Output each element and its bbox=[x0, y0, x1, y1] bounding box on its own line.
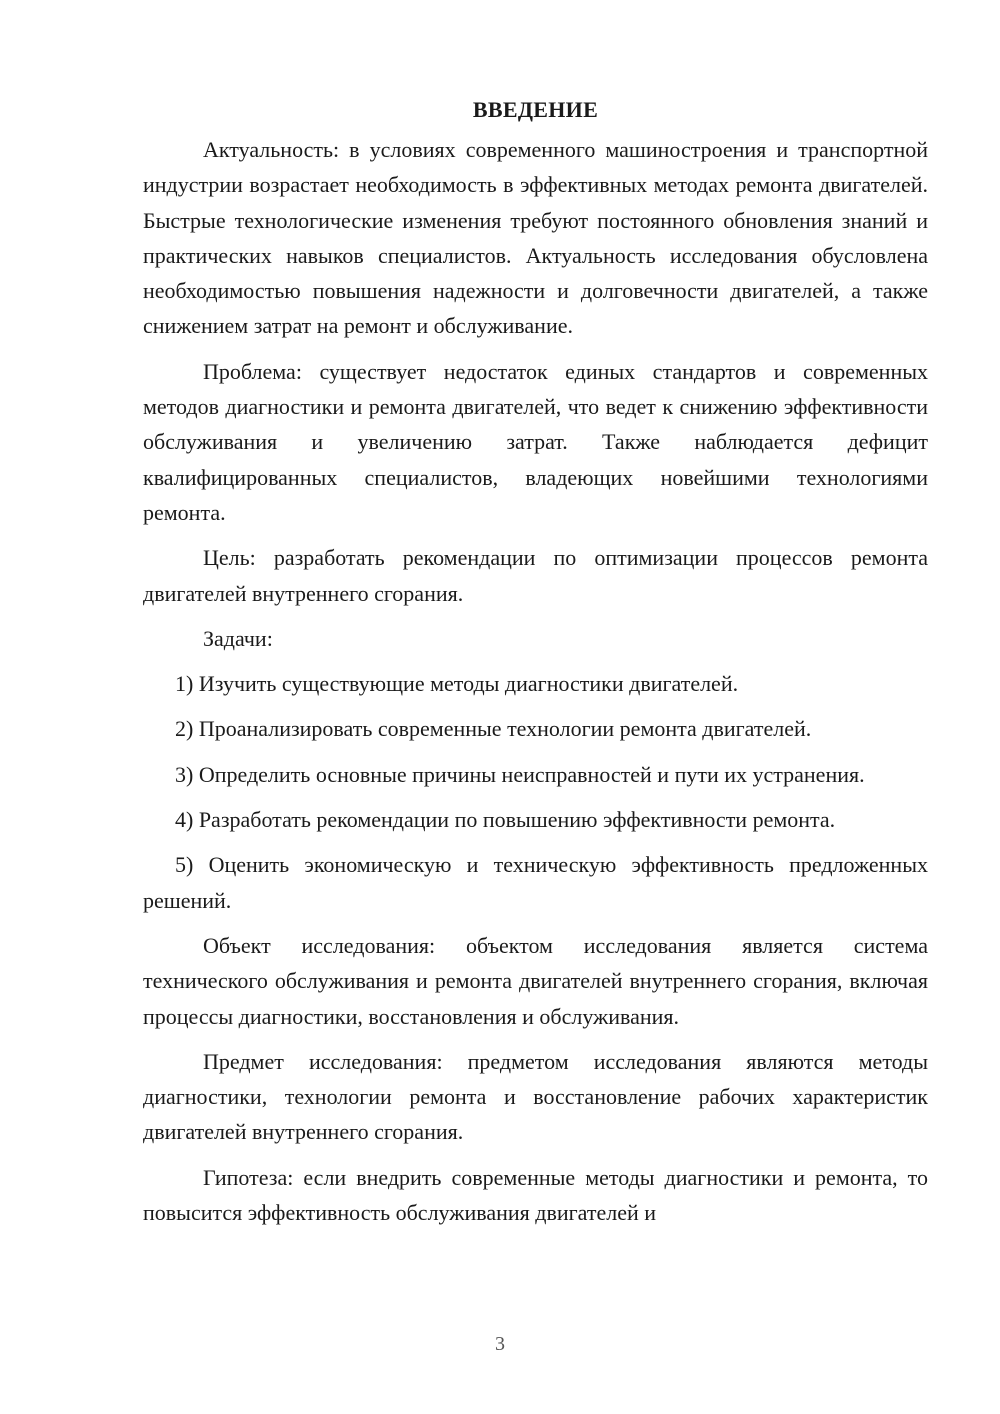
task-item-1: 1) Изучить существующие методы диагностики двигателей. bbox=[175, 671, 739, 697]
paragraph-problem: Проблема: существует недостаток единых стандартов и современных методов диагностики и ремонта двигателей, что ведет к снижению эффективности обслуживания и увеличению затрат. Также наблюдается дефицит квалифицированных специалистов, владеющих новейшими технологиями ремонта. bbox=[143, 358, 928, 525]
task-item-4: 4) Разработать рекомендации по повышению эффективности ремонта. bbox=[175, 807, 836, 833]
task-item-3: 3) Определить основные причины неисправностей и пути их устранения. bbox=[175, 761, 865, 787]
paragraph-relevance: Актуальность: в условиях современного машиностроения и транспортной индустрии возрастает необходимость в эффективных методах ремонта двигателей. Быстрые технологические изменения требуют постоянного обновления знаний и практических навыков специалистов. Актуальность исследования обусловлена необходимостью повышения надежности и долговечности двигателей, а также снижением затрат на ремонт и обслуживание. bbox=[143, 137, 928, 339]
document-page bbox=[143, 92, 928, 1240]
section-title: ВВЕДЕНИЕ bbox=[472, 97, 599, 122]
page-number: 3 bbox=[495, 1333, 505, 1355]
paragraph-hypothesis: Гипотеза: если внедрить современные методы диагностики и ремонта, то повысится эффективность обслуживания двигателей и bbox=[143, 1164, 928, 1226]
paragraph-goal: Цель: разработать рекомендации по оптимизации процессов ремонта двигателей внутреннего сгорания. bbox=[143, 545, 928, 606]
tasks-label: Задачи: bbox=[203, 625, 273, 651]
paragraph-object: Объект исследования: объектом исследования является система технического обслуживания и ремонта двигателей внутреннего сгорания, включая процессы диагностики, восстановления и обслуживания. bbox=[143, 932, 928, 1029]
task-item-2: 2) Проанализировать современные технологии ремонта двигателей. bbox=[175, 716, 812, 742]
task-item-5: 5) Оценить экономическую и техническую эффективность предложенных решений. bbox=[143, 852, 928, 913]
paragraph-subject: Предмет исследования: предметом исследования являются методы диагностики, технологии ремонта и восстановление рабочих характеристик двигателей внутреннего сгорания. bbox=[143, 1048, 928, 1145]
